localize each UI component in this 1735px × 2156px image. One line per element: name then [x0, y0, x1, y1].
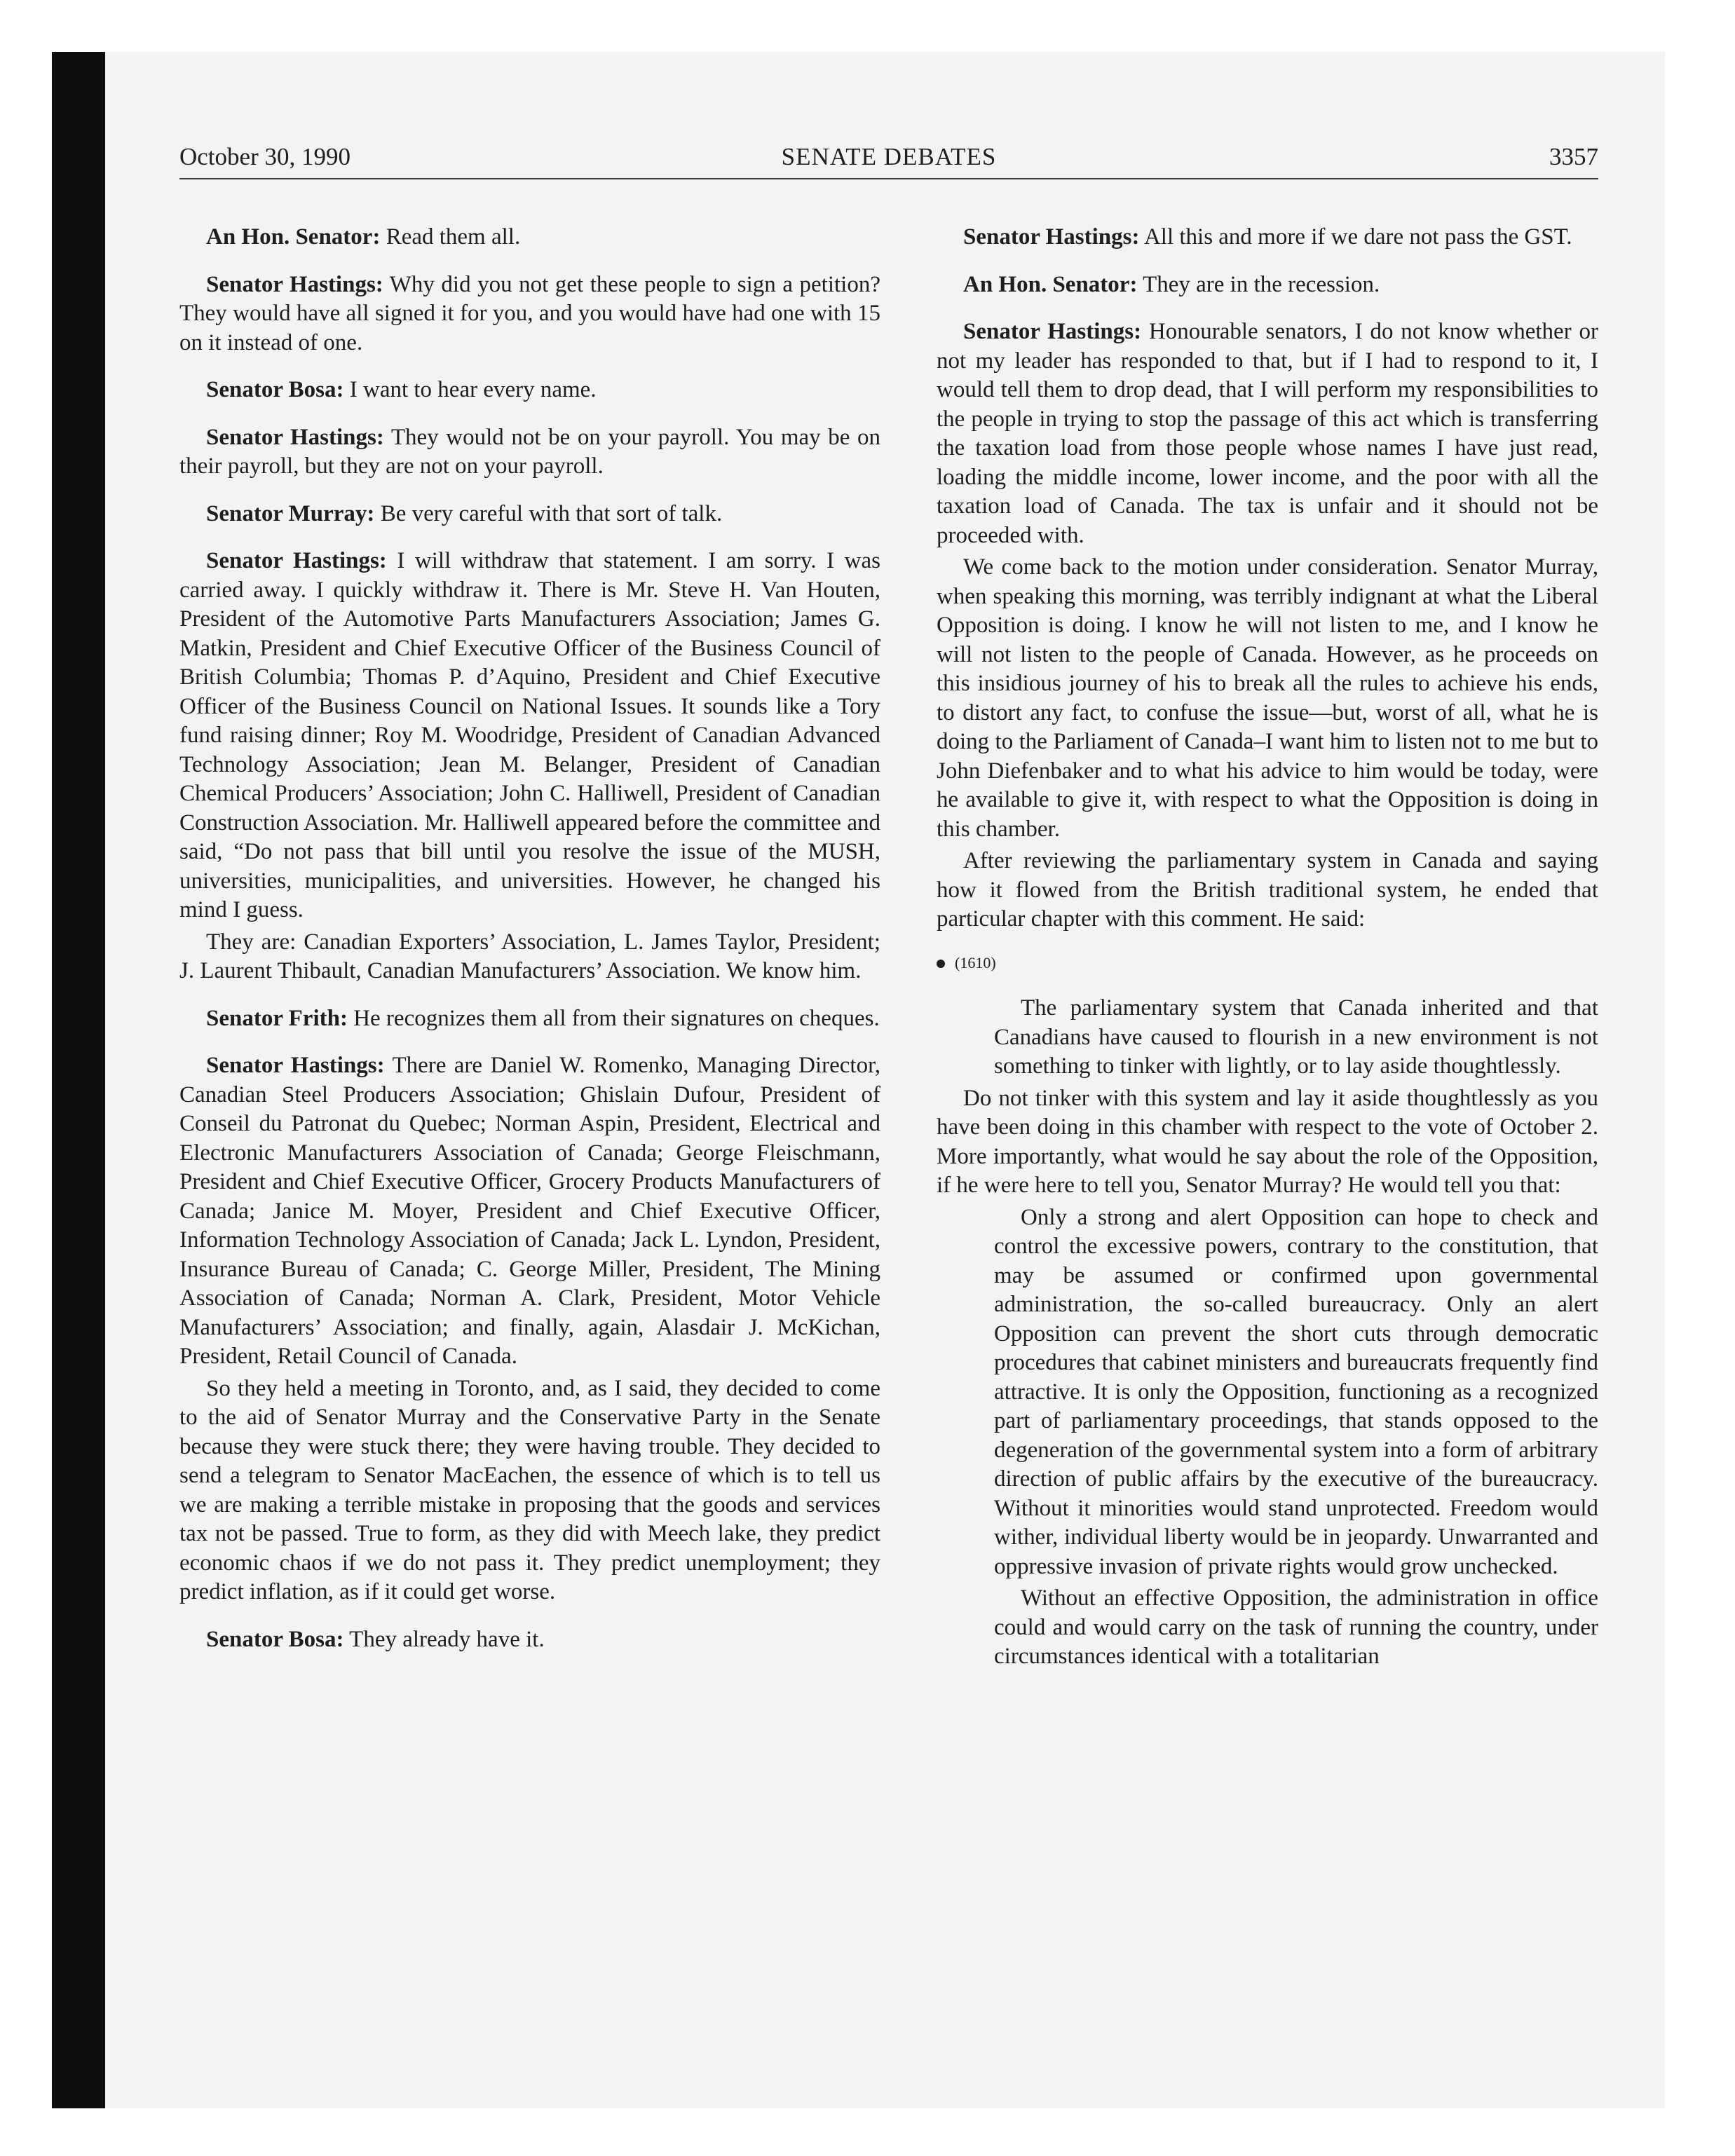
speech-text: They are in the recession.	[1143, 271, 1380, 297]
speech-text: There are Daniel W. Romenko, Managing Director, Canadian Steel Producers Association; Ghislain Dufour, President of Conseil du Patronat du Quebec; Norman Aspin, President, Electrical and Electronic Manufacturers Association of Canada; George Fleischmann, President and Chief Executive Officer, Grocery Products Manufacturers of Canada; Janice M. Moyer, President and Chief Executive Officer, Information Technology Association of Canada; Jack L. Lyndon, President, Insurance Bureau of Canada; C. George Miller, President, The Mining Association of Canada; Norman A. Clark, President, Motor Vehicle Manufacturers’ Association; and finally, again, Alasdair J. McKichan, President, Retail Council of Canada.	[179, 1053, 880, 1369]
speech-text: All this and more if we dare not pass the GST.	[1143, 224, 1572, 250]
paragraph	[937, 223, 1598, 252]
quote-text: Without an effective Opposition, the administration in office could and would carry on the task of running the country, under circumstances identical with a totalitarian	[994, 1585, 1598, 1669]
paragraph	[179, 1374, 880, 1607]
header-title: SENATE DEBATES	[781, 143, 997, 170]
time-marker-text: (1610)	[955, 953, 996, 971]
quote-text: Only a strong and alert Opposition can hope to check and control the excessive powers, contrary to the constitution, that may be assumed or confirmed upon governmental administration, the so-called bureaucracy. Only an alert Opposition can prevent the short cuts through democratic procedures that cabinet ministers and bureaucrats frequently find attractive. It is only the Opposition, functioning as a recognized part of parliamentary proceedings, that stands opposed to the degeneration of the governmental system into a form of arbitrary direction of public affairs by the executive of the bureaucracy. Without it minorities would stand unprotected. Freedom would wither, individual liberty would be in jeopardy. Unwarranted and oppressive invasion of private rights would grow unchecked.	[994, 1204, 1598, 1579]
speech-text: We come back to the motion under consideration. Senator Murray, when speaking this morning, was terribly indignant at what the Liberal Opposition is doing. I know he will not listen to me, and I know he will not listen to the people of Canada. However, as he proceeds on this insidious journey of his to break all the rules to achieve his ends, to distort any fact, to confuse the issue—but, worst of all, what he is doing to the Parliament of Canada–I want him to listen not to me but to John Diefenbaker and to what his advice to him would be today, were he available to give it, with respect to what the Opposition is doing in this chamber.	[937, 554, 1598, 842]
paragraph	[179, 547, 880, 925]
block-quote	[937, 1203, 1598, 1672]
header-date: October 30, 1990	[179, 143, 351, 170]
block-quote	[937, 994, 1598, 1082]
speaker-name: Senator Hastings:	[963, 224, 1140, 250]
speech-text: Why did you not get these people to sign a petition? They would have all signed it for you, and you would have had one with 15 on it instead of one.	[179, 271, 881, 355]
speaker-name: An Hon. Senator:	[206, 224, 381, 250]
paragraph	[937, 847, 1598, 934]
speaker-name: Senator Frith:	[206, 1005, 348, 1031]
paragraph	[937, 553, 1598, 844]
quote-text: The parliamentary system that Canada inherited and that Canadians have caused to flourish in a new environment is not something to tinker with lightly, or to lay aside thoughtlessly.	[994, 995, 1598, 1079]
paragraph	[937, 318, 1598, 550]
paragraph	[179, 1004, 880, 1034]
paragraph	[179, 423, 880, 482]
paragraph: Do not tinker with this system and lay it aside thoughtlessly as you have been doing in this chamber with respect to the vote of October 2. More importantly, what would he say about the role of the Opposition, if he were here to tell you, Senator Murray? He would tell you that:	[937, 1085, 1598, 1198]
right-column	[937, 223, 1598, 1672]
speech-text: They would not be on your payroll. You may be on their payroll, but they are not on your payroll.	[179, 424, 881, 479]
bullet-icon	[937, 960, 945, 968]
left-column	[179, 223, 880, 1654]
speaker-name: Senator Bosa:	[206, 1626, 344, 1652]
speaker-name: Senator Murray:	[206, 500, 375, 526]
speech-text: Read them all.	[386, 224, 521, 250]
speech-text: After reviewing the parliamentary system in Canada and saying how it flowed from the British traditional system, he ended that particular chapter with this comment. He said:	[937, 848, 1598, 932]
speech-text: He recognizes them all from their signatures on cheques.	[353, 1005, 880, 1031]
scan-edge-shadow	[52, 52, 105, 2108]
paragraph	[179, 376, 880, 405]
paragraph	[179, 223, 880, 252]
speaker-name: Senator Hastings:	[206, 548, 387, 573]
speaker-name: Senator Hastings:	[206, 424, 384, 450]
speech-text: I want to hear every name.	[349, 377, 597, 402]
speech-text: They already have it.	[349, 1626, 545, 1652]
speech-text: Honourable senators, I do not know whether or not my leader has responded to that, but if I had to respond to it, I would tell them to drop dead, that I will perform my responsibilities to the people in trying to stop the passage of this act which is transferring the taxation load from those people whose names I have just read, loading the middle income, lower income, and the poor with all the taxation load of Canada. The tax is unfair and it should not be proceeded with.	[937, 319, 1598, 548]
time-marker	[937, 948, 1598, 978]
paragraph	[179, 928, 880, 986]
paragraph	[179, 500, 880, 529]
running-header	[179, 140, 1598, 179]
speaker-name: Senator Hastings:	[963, 319, 1142, 344]
speech-text: So they held a meeting in Toronto, and, as I said, they decided to come to the aid of Senator Murray and the Conservative Party in the Senate because they were stuck there; they were having trouble. They decided to send a telegram to Senator MacEachen, the essence of which is to tell us we are making a terrible mistake in proposing that the goods and services tax not be passed. True to form, as they did with Meech lake, they predict economic chaos if we do not pass it. They predict unemployment; they predict inflation, as if it could get worse.	[179, 1375, 880, 1604]
speaker-name: An Hon. Senator:	[963, 271, 1138, 297]
speech-text: I will withdraw that statement. I am sorry. I was carried away. I quickly withdraw it. There is Mr. Steve H. Van Houten, President of the Automotive Parts Manufacturers Association; James G. Matkin, President and Chief Executive Officer of the Business Council of British Columbia; Thomas P. d’Aquino, President and Chief Executive Officer of the Business Council on National Issues. It sounds like a Tory fund raising dinner; Roy M. Woodridge, President of Canadian Advanced Technology Association; Jean M. Belanger, President of Canadian Chemical Producers’ Association; John C. Halliwell, President of Canadian Construction Association. Mr. Halliwell appeared before the committee and said, “Do not pass that bill until you resolve the issue of the MUSH, universities, municipalities, and universities. However, he changed his mind I guess.	[179, 548, 881, 922]
paragraph	[937, 271, 1598, 300]
speaker-name: Senator Bosa:	[206, 377, 344, 402]
speaker-name: Senator Hastings:	[206, 1053, 385, 1078]
speech-text: Be very careful with that sort of talk.	[380, 500, 723, 526]
paragraph	[179, 1625, 880, 1655]
paragraph	[179, 1051, 880, 1372]
speech-text: They are: Canadian Exporters’ Association, L. James Taylor, President; J. Laurent Thibault, Canadian Manufacturers’ Association. We know him.	[179, 929, 880, 983]
speaker-name: Senator Hastings:	[206, 271, 383, 297]
page-number: 3357	[1549, 143, 1598, 170]
paragraph	[179, 271, 880, 358]
